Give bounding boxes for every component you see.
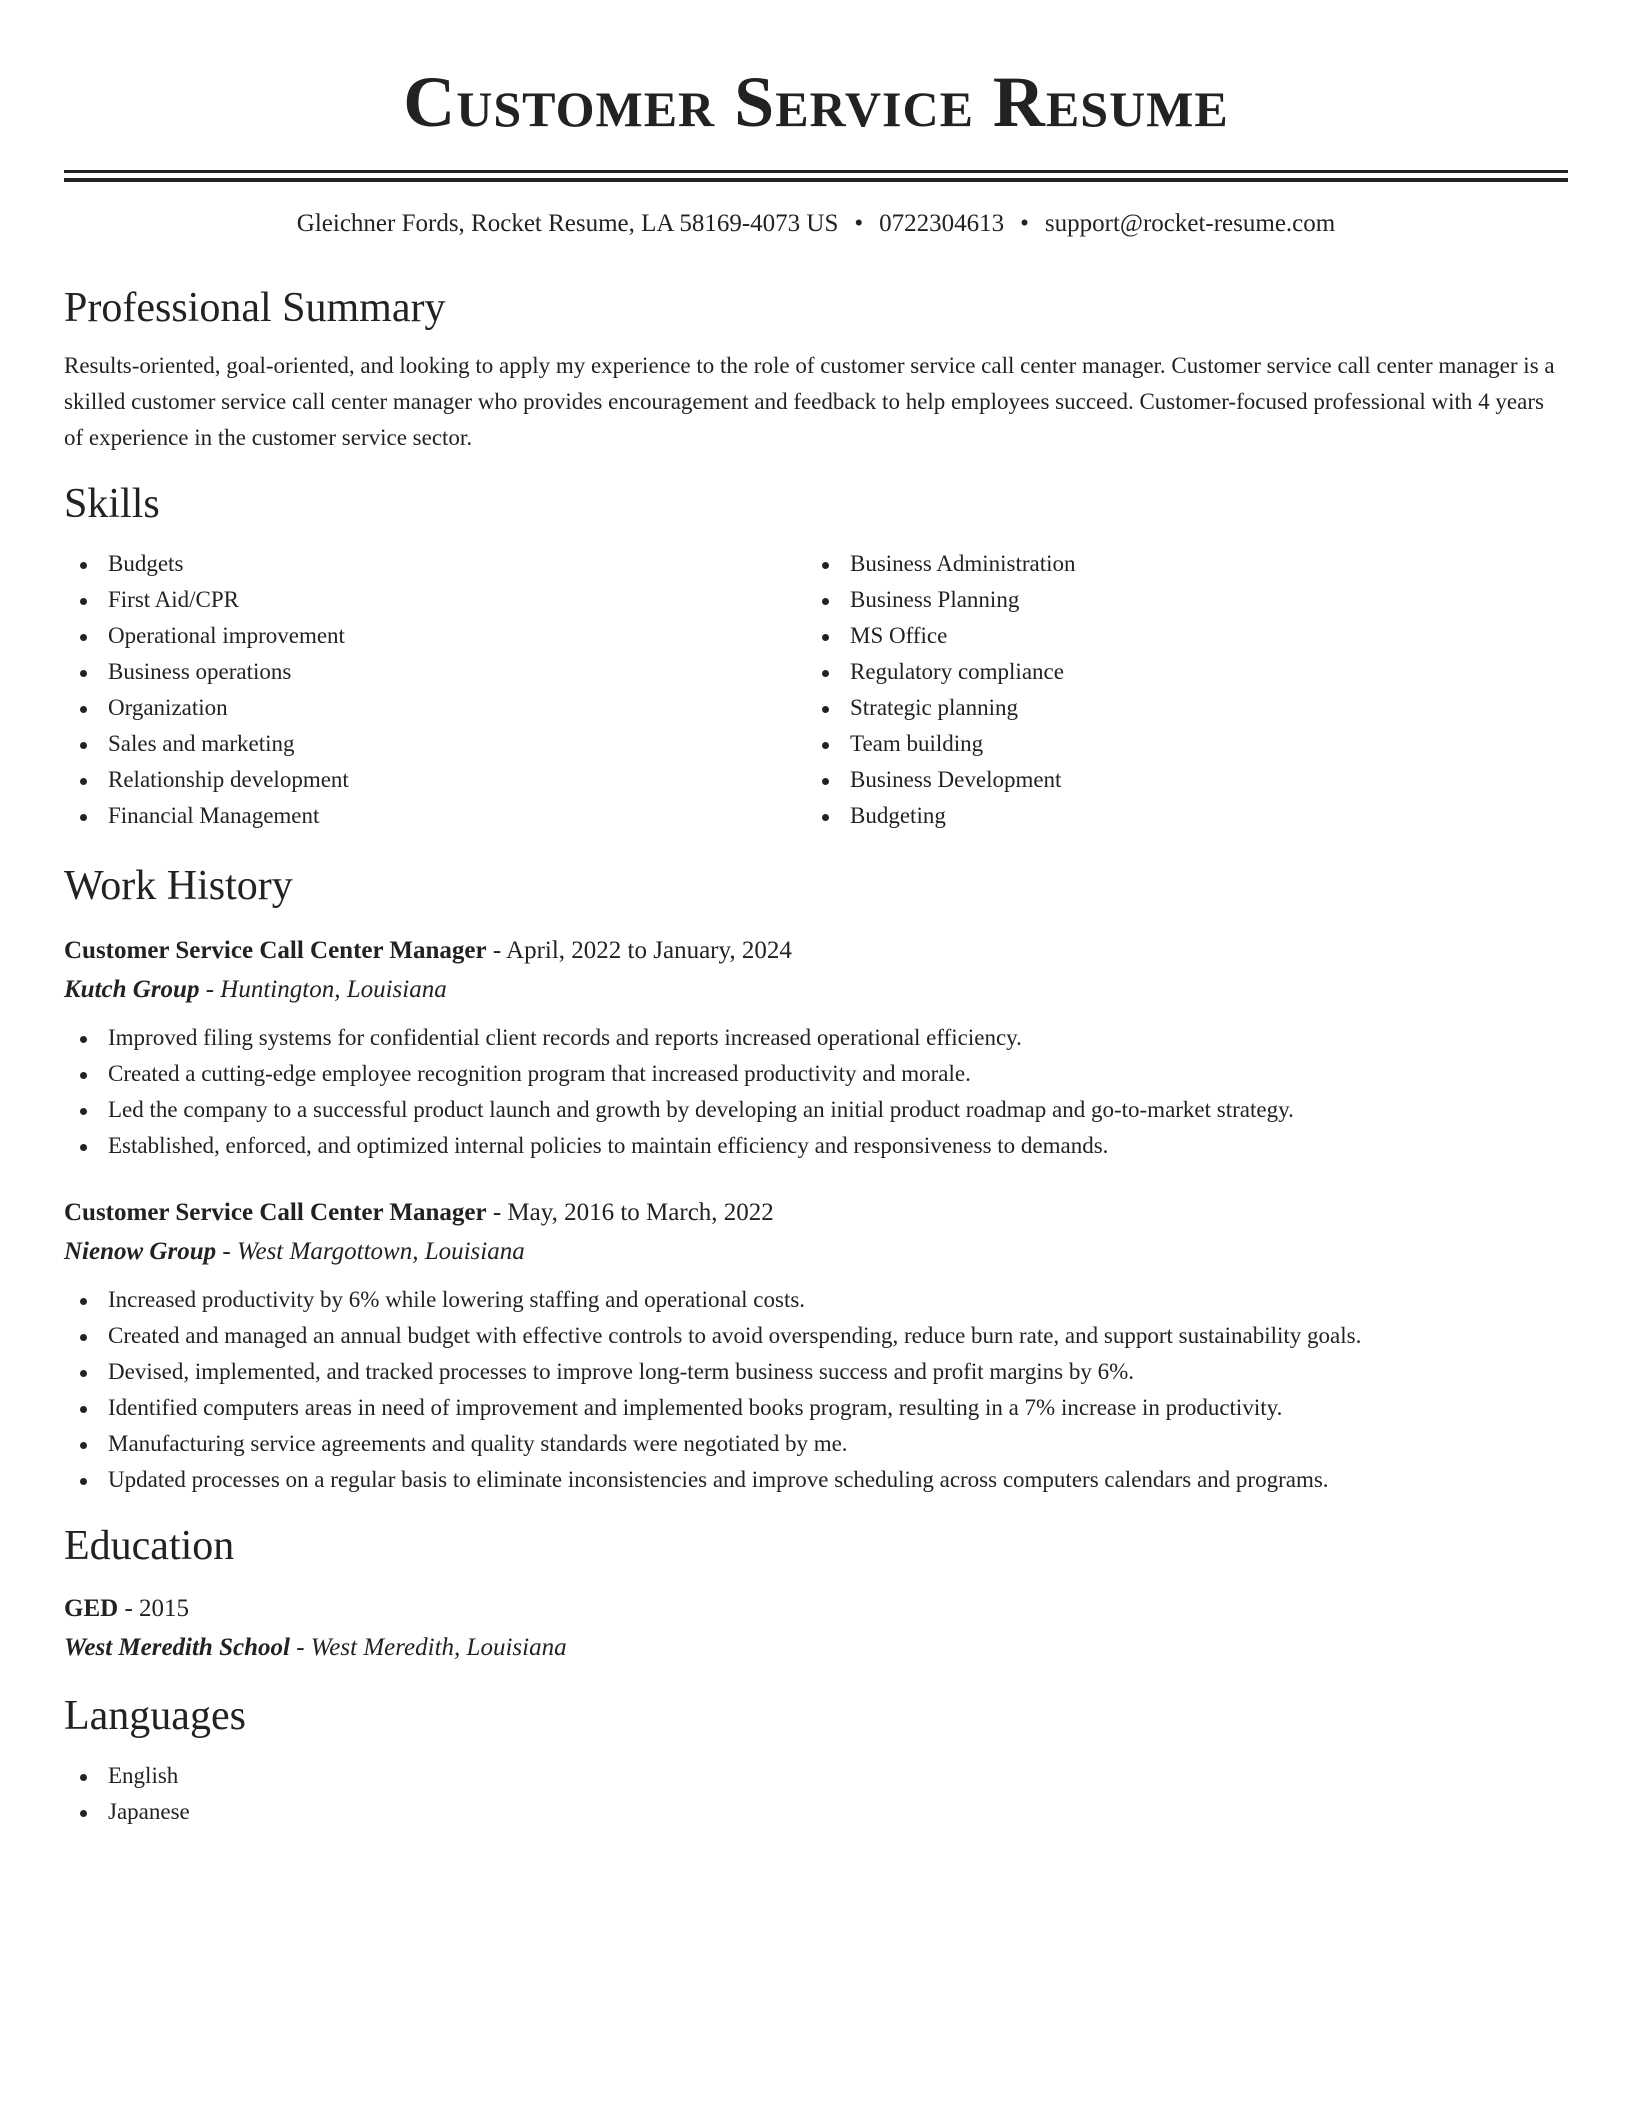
skill-item: Regulatory compliance [806, 654, 1548, 690]
company-location: Huntington, Louisiana [220, 976, 447, 1003]
skills-list-left [64, 546, 806, 834]
language-item: English [64, 1758, 1568, 1794]
job-bullet: Led the company to a successful product launch and growth by developing an initial product roadmap and go-to-market strategy. [64, 1092, 1568, 1128]
job-dates: April, 2022 to January, 2024 [506, 937, 792, 964]
skill-item: Relationship development [64, 762, 806, 798]
company-line: Kutch Group - Huntington, Louisiana [64, 976, 447, 1003]
job-bullet: Created and managed an annual budget with effective controls to avoid overspending, reduce burn rate, and support sustainability goals. [64, 1318, 1568, 1354]
skill-item: Business Planning [806, 582, 1548, 618]
resume-title: Customer Service Resume [403, 62, 1229, 142]
job-bullet: Improved filing systems for confidential client records and reports increased operational efficiency. [64, 1020, 1568, 1056]
title-double-rule [64, 170, 1568, 182]
job-title-line: Customer Service Call Center Manager - May, 2016 to March, 2022 [64, 1199, 774, 1226]
language-item: Japanese [64, 1794, 1568, 1830]
contact-separator: • [854, 210, 864, 237]
school-location: West Meredith, Louisiana [310, 1634, 567, 1661]
job-title-line: Customer Service Call Center Manager - April, 2022 to January, 2024 [64, 937, 792, 964]
degree-line: GED - 2015 [64, 1595, 190, 1622]
degree-year: 2015 [139, 1595, 190, 1622]
job-entry [64, 1194, 1568, 1498]
skill-item: Operational improvement [64, 618, 806, 654]
skill-item: Business operations [64, 654, 806, 690]
school-name: West Meredith School [64, 1634, 290, 1661]
contact-separator: • [1020, 210, 1029, 237]
company-name: Nienow Group [64, 1238, 217, 1265]
work-history-heading: Work History [64, 863, 293, 909]
school-line: West Meredith School - West Meredith, Louisiana [64, 1634, 567, 1661]
contact-line [64, 206, 1568, 242]
languages-heading: Languages [64, 1693, 246, 1739]
skill-item: Financial Management [64, 798, 806, 834]
skills-heading: Skills [64, 481, 160, 527]
job-entry [64, 932, 1568, 1164]
skill-item: Sales and marketing [64, 726, 806, 762]
job-bullet: Identified computers areas in need of improvement and implemented books program, resulting in a 7% increase in productivity. [64, 1390, 1568, 1426]
job-bullet: Established, enforced, and optimized internal policies to maintain efficiency and responsiveness to demands. [64, 1128, 1568, 1164]
job-bullet: Devised, implemented, and tracked processes to improve long-term business success and profit margins by 6%. [64, 1354, 1568, 1390]
contact-phone: 0722304613 [879, 210, 1005, 237]
job-title: Customer Service Call Center Manager [64, 1199, 487, 1226]
skill-item: First Aid/CPR [64, 582, 806, 618]
contact-address: Gleichner Fords, Rocket Resume, LA 58169-4073 US [296, 210, 839, 237]
education-heading: Education [64, 1523, 235, 1569]
skill-item: Budgets [64, 546, 806, 582]
company-name: Kutch Group [64, 976, 200, 1003]
job-bullet: Updated processes on a regular basis to eliminate inconsistencies and improve scheduling across computers calendars and programs. [64, 1462, 1568, 1498]
skill-item: Business Development [806, 762, 1548, 798]
job-title: Customer Service Call Center Manager [64, 937, 487, 964]
education-entry [64, 1590, 1568, 1668]
job-bullets [64, 1020, 1568, 1164]
company-location: West Margottown, Louisiana [236, 1238, 525, 1265]
contact-email: support@rocket-resume.com [1044, 210, 1336, 237]
skill-item: Budgeting [806, 798, 1548, 834]
job-dates: May, 2016 to March, 2022 [507, 1199, 774, 1226]
skill-item: Strategic planning [806, 690, 1548, 726]
company-line: Nienow Group - West Margottown, Louisiana [64, 1238, 525, 1265]
skill-item: MS Office [806, 618, 1548, 654]
summary-text: Results-oriented, goal-oriented, and looking to apply my experience to the role of customer service call center manager. Customer service call center manager is a skilled customer service call center manager who provides encouragement and feedback to help employees succeed. Customer-focused professional with 4 years of experience in the customer service sector. [64, 353, 1555, 450]
summary-heading: Professional Summary [64, 285, 446, 331]
skill-item: Business Administration [806, 546, 1548, 582]
job-bullet: Increased productivity by 6% while lowering staffing and operational costs. [64, 1282, 1568, 1318]
job-bullet: Manufacturing service agreements and quality standards were negotiated by me. [64, 1426, 1568, 1462]
skills-grid [64, 546, 1568, 834]
languages-list [64, 1758, 1568, 1830]
job-bullet: Created a cutting-edge employee recognition program that increased productivity and morale. [64, 1056, 1568, 1092]
job-bullets [64, 1282, 1568, 1498]
skill-item: Organization [64, 690, 806, 726]
degree-name: GED [64, 1595, 119, 1622]
skills-list-right [806, 546, 1548, 834]
skill-item: Team building [806, 726, 1548, 762]
